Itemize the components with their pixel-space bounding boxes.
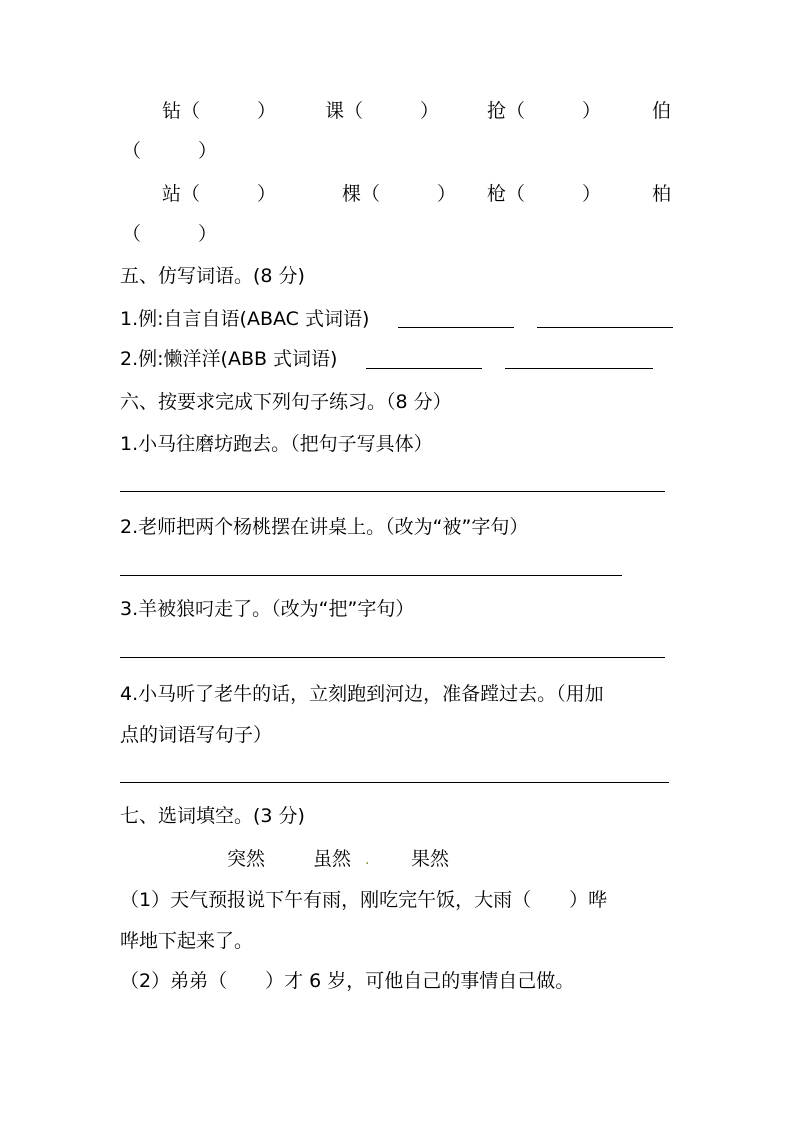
answer-blank[interactable] [537, 327, 673, 328]
question-text: 2.老师把两个杨桃摆在讲桌上。（改为“被”字句） [120, 516, 529, 538]
sentence-text: （1）天气预报说下午有雨，刚吃完午饭，大雨（ ）哗 [120, 889, 608, 911]
char-item: 柏 [652, 183, 672, 205]
answer-line[interactable] [120, 575, 622, 576]
char-item: 伯 [652, 100, 672, 122]
question-text: 1.例:自言自语(ABAC 式词语) [120, 308, 370, 330]
question-text: 3.羊被狼叼走了。（改为“把”字句） [120, 598, 415, 620]
word-option: 果然 [411, 848, 450, 870]
section-title: 五、仿写词语。(8 分) [120, 265, 305, 287]
char-item: 棵（ ） [342, 183, 457, 205]
question-text: 1.小马往磨坊跑去。（把句子写具体） [120, 433, 433, 455]
word-option: 突然 [227, 848, 266, 870]
answer-line[interactable] [120, 657, 665, 658]
section-title: 七、选词填空。(3 分) [120, 805, 305, 827]
char-item: 站（ ） [162, 183, 277, 205]
answer-blank[interactable] [505, 368, 653, 369]
section-title: 六、按要求完成下列句子练习。（8 分） [120, 391, 452, 413]
sentence-text: 哗地下起来了。 [120, 930, 254, 952]
answer-line[interactable] [120, 782, 669, 783]
question-text: 4.小马听了老牛的话，立刻跑到河边，准备蹚过去。（用加 [120, 683, 604, 705]
question-text: 2.例:懒洋洋(ABB 式词语) [120, 348, 338, 370]
answer-blank[interactable] [366, 368, 482, 369]
question-text: 点的词语写句子） [120, 724, 273, 746]
word-option: 虽然 [313, 848, 352, 870]
char-item-wrap: （ ） [122, 140, 218, 162]
answer-blank[interactable] [398, 327, 514, 328]
char-item: 枪（ ） [487, 183, 602, 205]
emphasis-dot: . [365, 852, 370, 868]
char-item: 课（ ） [325, 100, 440, 122]
char-item: 抢（ ） [487, 100, 602, 122]
sentence-text: （2）弟弟（ ）才 6 岁，可他自己的事情自己做。 [120, 970, 575, 992]
char-item-wrap: （ ） [122, 223, 218, 245]
answer-line[interactable] [120, 491, 665, 492]
char-item: 钻（ ） [162, 100, 277, 122]
